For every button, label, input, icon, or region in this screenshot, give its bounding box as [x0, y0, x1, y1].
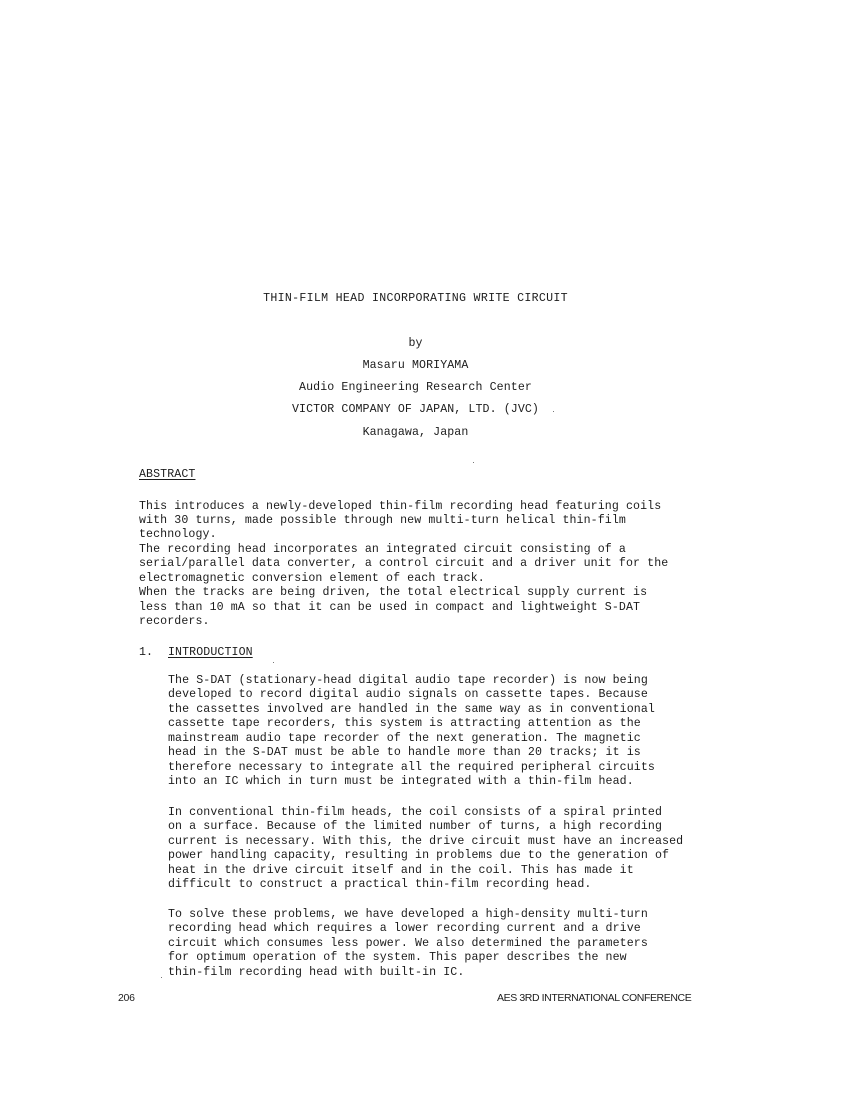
author-location: Kanagawa, Japan — [362, 426, 469, 439]
byline-by: by — [408, 337, 423, 350]
body-line: power handling capacity, resulting in problems due to the generation of — [168, 849, 670, 862]
body-line: developed to record digital audio signals on cassette tapes. Because — [168, 688, 648, 701]
body-line: for optimum operation of the system. This paper describes the new — [168, 951, 627, 964]
body-line: mainstream audio tape recorder of the next generation. The magnetic — [168, 732, 641, 745]
conference-name: AES 3RD INTERNATIONAL CONFERENCE — [497, 992, 692, 1004]
introduction-heading: INTRODUCTION — [168, 646, 253, 659]
author-name: Masaru MORIYAMA — [362, 359, 469, 372]
abstract-line: serial/parallel data converter, a control circuit and a driver unit for the — [139, 557, 669, 570]
author-company: VICTOR COMPANY OF JAPAN, LTD. (JVC) — [291, 403, 539, 416]
section-number: 1. — [139, 646, 154, 659]
body-line: heat in the drive circuit itself and in the coil. This has made it — [168, 864, 634, 877]
abstract-line: recorders. — [139, 615, 210, 628]
scan-speck — [473, 462, 474, 463]
body-line: head in the S-DAT must be able to handle more than 20 tracks; it is — [168, 746, 641, 759]
abstract-line: When the tracks are being driven, the total electrical supply current is — [139, 586, 648, 599]
scan-speck — [553, 411, 554, 412]
body-line: difficult to construct a practical thin-film recording head. — [168, 878, 592, 891]
abstract-line: This introduces a newly-developed thin-film recording head featuring coils — [139, 500, 662, 513]
abstract-line: with 30 turns, made possible through new multi-turn helical thin-film — [139, 514, 626, 527]
body-line: In conventional thin-film heads, the coil consists of a spiral printed — [168, 806, 663, 819]
page-number: 206 — [118, 992, 135, 1004]
body-line: cassette tape recorders, this system is attracting attention as the — [168, 717, 641, 730]
author-department: Audio Engineering Research Center — [299, 381, 532, 394]
body-line: therefore necessary to integrate all the required peripheral circuits — [168, 761, 655, 774]
scan-speck — [273, 662, 274, 663]
body-line: circuit which consumes less power. We also determined the parameters — [168, 937, 648, 950]
abstract-line: electromagnetic conversion element of each track. — [139, 572, 485, 585]
abstract-heading: ABSTRACT — [139, 468, 196, 481]
body-line: the cassettes involved are handled in the same way as in conventional — [168, 703, 655, 716]
body-line: thin-film recording head with built-in IC. — [168, 966, 465, 979]
scan-speck — [161, 977, 162, 978]
body-line: recording head which requires a lower recording current and a drive — [168, 922, 641, 935]
abstract-line: technology. — [139, 528, 217, 541]
body-line: on a surface. Because of the limited number of turns, a high recording — [168, 820, 663, 833]
abstract-line: The recording head incorporates an integrated circuit consisting of a — [139, 543, 626, 556]
abstract-line: less than 10 mA so that it can be used in compact and lightweight S-DAT — [139, 601, 641, 614]
body-line: into an IC which in turn must be integrated with a thin-film head. — [168, 775, 634, 788]
body-line: current is necessary. With this, the drive circuit must have an increased — [168, 835, 684, 848]
body-line: The S-DAT (stationary-head digital audio tape recorder) is now being — [168, 674, 648, 687]
paper-title: THIN-FILM HEAD INCORPORATING WRITE CIRCUIT — [263, 292, 568, 305]
body-line: To solve these problems, we have developed a high-density multi-turn — [168, 908, 648, 921]
